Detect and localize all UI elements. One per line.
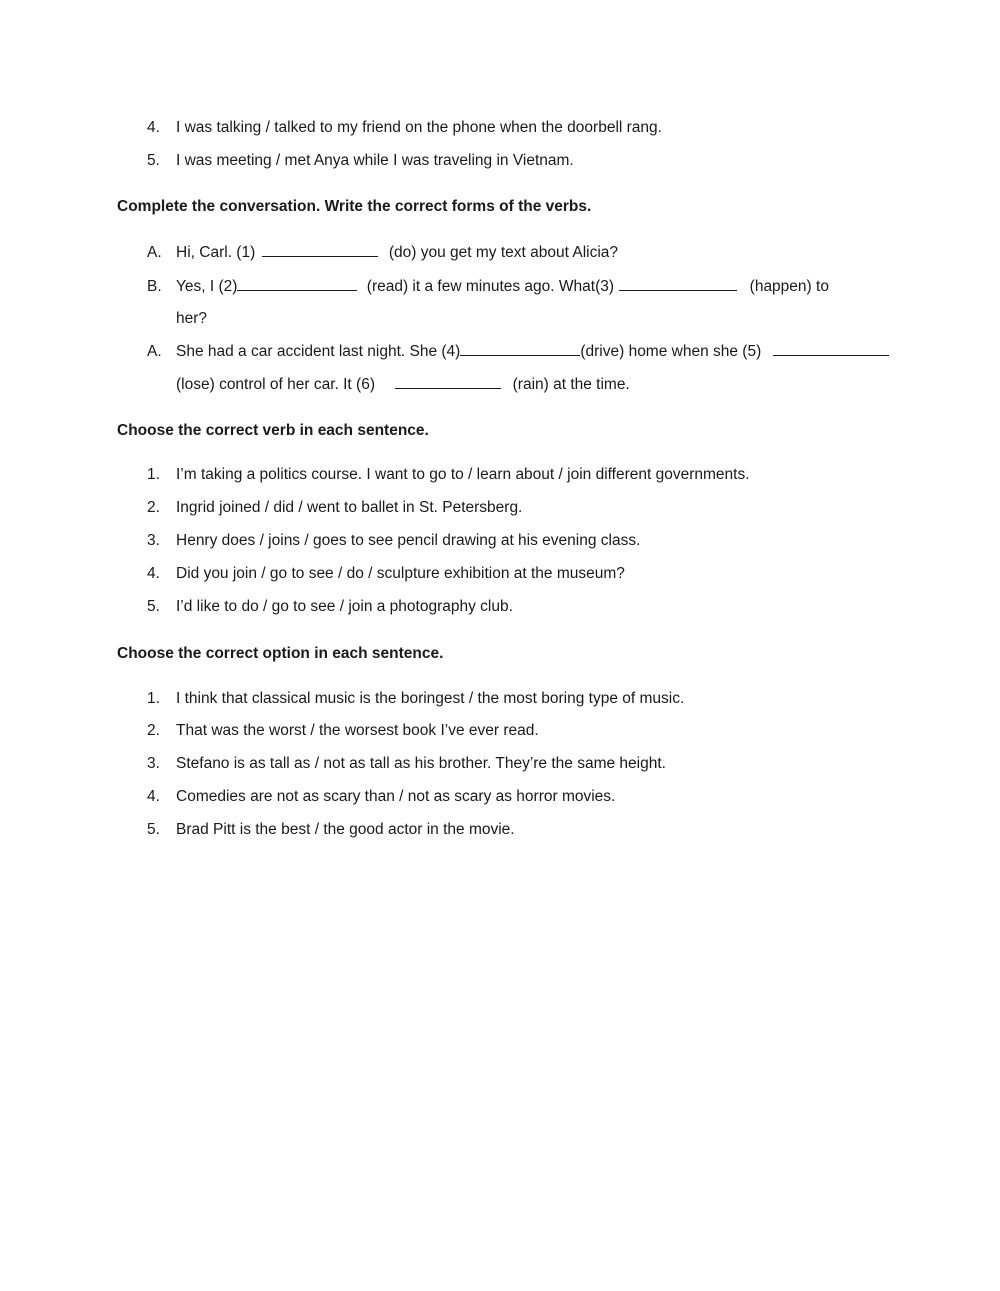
line-text: Hi, Carl. (1) bbox=[176, 244, 256, 261]
conversation-line-continued bbox=[176, 374, 630, 395]
speaker-label: B. bbox=[147, 278, 162, 295]
speaker-label: A. bbox=[147, 343, 162, 360]
list-item bbox=[147, 721, 539, 741]
item-number: 4. bbox=[147, 119, 160, 136]
line-text: (lose) control of her car. It (6) bbox=[176, 376, 375, 393]
list-item bbox=[147, 820, 515, 840]
line-text: (rain) at the time. bbox=[512, 376, 630, 393]
line-text: (do) you get my text about Alicia? bbox=[388, 244, 619, 261]
item-text: I think that classical music is the boringest / the most boring type of music. bbox=[176, 690, 685, 707]
list-item bbox=[147, 151, 574, 171]
list-item bbox=[147, 754, 666, 774]
item-number: 5. bbox=[147, 598, 160, 615]
line-text: (happen) to bbox=[749, 278, 829, 295]
answer-blank-6[interactable] bbox=[395, 374, 501, 389]
answer-blank-3[interactable] bbox=[619, 276, 737, 291]
item-text: Brad Pitt is the best / the good actor in the movie. bbox=[176, 821, 515, 838]
item-number: 1. bbox=[147, 466, 160, 483]
list-item bbox=[147, 531, 640, 551]
item-text: I’m taking a politics course. I want to go to / learn about / join different governments. bbox=[176, 466, 750, 483]
item-text: I was meeting / met Anya while I was traveling in Vietnam. bbox=[176, 152, 574, 169]
line-text: Yes, I (2) bbox=[176, 278, 238, 295]
list-item bbox=[147, 118, 662, 138]
item-number: 2. bbox=[147, 722, 160, 739]
answer-blank-4[interactable] bbox=[460, 341, 580, 356]
list-item bbox=[147, 689, 684, 709]
item-text: I was talking / talked to my friend on the phone when the doorbell rang. bbox=[176, 119, 662, 136]
item-number: 1. bbox=[147, 690, 160, 707]
conversation-line bbox=[147, 242, 618, 263]
speaker-label: A. bbox=[147, 244, 162, 261]
line-text: (read) it a few minutes ago. What(3) bbox=[366, 278, 615, 295]
item-text: Did you join / go to see / do / sculpture exhibition at the museum? bbox=[176, 565, 625, 582]
conversation-line bbox=[147, 276, 829, 297]
item-number: 3. bbox=[147, 532, 160, 549]
item-text: Comedies are not as scary than / not as scary as horror movies. bbox=[176, 788, 616, 805]
item-number: 5. bbox=[147, 152, 160, 169]
item-number: 4. bbox=[147, 565, 160, 582]
list-item bbox=[147, 787, 615, 807]
section-heading: Choose the correct verb in each sentence. bbox=[117, 422, 429, 439]
section-heading: Complete the conversation. Write the correct forms of the verbs. bbox=[117, 198, 592, 215]
item-text: That was the worst / the worsest book I’ve ever read. bbox=[176, 722, 539, 739]
item-number: 2. bbox=[147, 499, 160, 516]
conversation-line bbox=[147, 341, 889, 362]
conversation-line-continued: her? bbox=[176, 310, 208, 327]
answer-blank-2[interactable] bbox=[237, 276, 357, 291]
item-text: Henry does / joins / goes to see pencil drawing at his evening class. bbox=[176, 532, 641, 549]
item-text: Stefano is as tall as / not as tall as his brother. They’re the same height. bbox=[176, 755, 666, 772]
item-number: 4. bbox=[147, 788, 160, 805]
item-text: Ingrid joined / did / went to ballet in St. Petersberg. bbox=[176, 499, 523, 516]
answer-blank-5[interactable] bbox=[773, 341, 889, 356]
item-text: I’d like to do / go to see / join a photography club. bbox=[176, 598, 513, 615]
list-item bbox=[147, 465, 750, 485]
answer-blank-1[interactable] bbox=[262, 242, 378, 257]
list-item bbox=[147, 597, 513, 617]
item-number: 5. bbox=[147, 821, 160, 838]
section-heading: Choose the correct option in each sentence. bbox=[117, 645, 444, 662]
list-item bbox=[147, 498, 522, 518]
list-item bbox=[147, 564, 625, 584]
line-text: She had a car accident last night. She (4) bbox=[176, 343, 461, 360]
line-text: (drive) home when she (5) bbox=[580, 343, 762, 360]
item-number: 3. bbox=[147, 755, 160, 772]
